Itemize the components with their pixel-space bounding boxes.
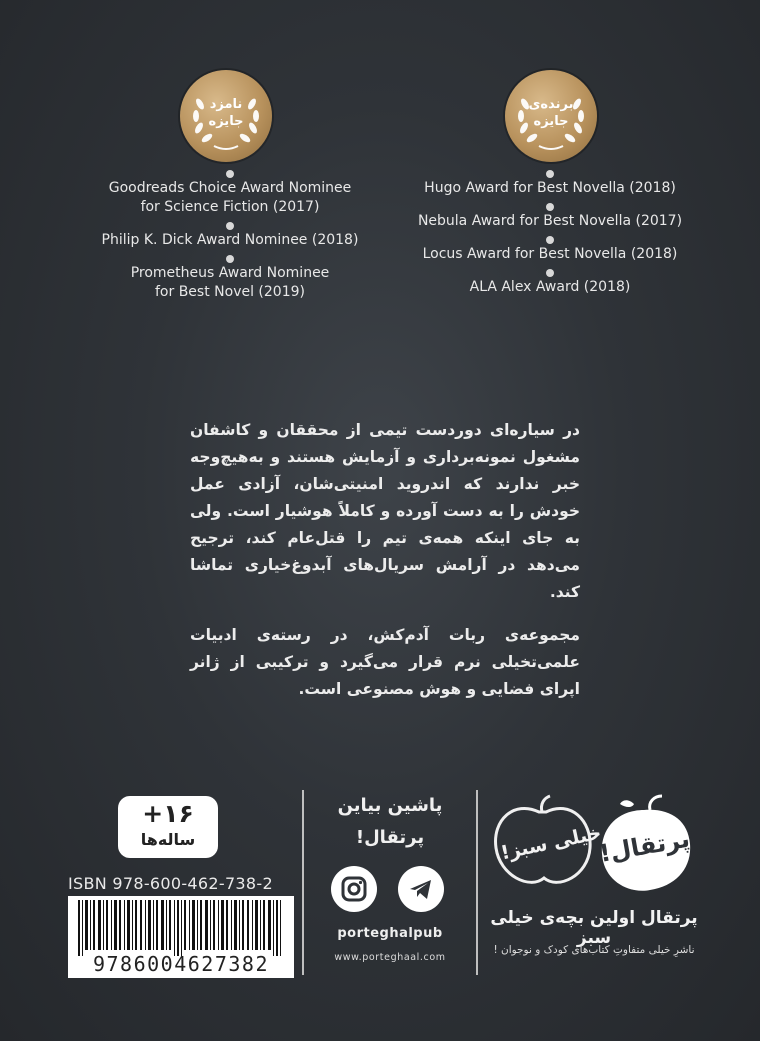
winner-badge-text: برنده‌ی جایزه bbox=[528, 97, 574, 129]
flower-bullet-icon bbox=[546, 269, 554, 277]
flower-bullet-icon bbox=[546, 203, 554, 211]
barcode-number: 9786004627382 bbox=[92, 952, 270, 976]
flower-bullet-icon bbox=[226, 170, 234, 178]
win-text: Locus Award for Best Novella (2018) bbox=[422, 246, 678, 262]
win-item bbox=[400, 269, 700, 297]
win-text: Nebula Award for Best Novella (2017) bbox=[417, 213, 683, 229]
nomination-item bbox=[80, 255, 380, 302]
wins-list bbox=[400, 170, 700, 302]
synopsis-paragraph: در سیاره‌ای دوردست تیمی از محققان و کاشفان مشغول نمونه‌برداری و آزمایش هستند و به‌هیچ‌وجه خبر ندارند که اندروید امنیتی‌شان، آزادی عمل خودش را به دست آورده و کاملاً هوشیار است. ولی به جای اینکه همه‌ی تیم را قتل‌عام کند، ترجیح می‌دهد در آرامش سریال‌های آبدوغ‌خیاری تماشا کند. bbox=[190, 421, 580, 601]
barcode bbox=[68, 896, 294, 978]
divider bbox=[302, 790, 304, 975]
social-heading: پاشین بیاین پرتقال! bbox=[337, 795, 443, 848]
social-handle[interactable]: porteghalpub bbox=[337, 926, 443, 941]
age-label: ساله‌ها bbox=[140, 830, 196, 849]
genre-paragraph: مجموعه‌ی ربات آدم‌کش، در رسته‌ی ادبیات علمی‌تخیلی نرم قرار می‌گیرد و ترکیبی از ژانر اپرای فضایی و هوش مصنوعی است. bbox=[190, 626, 580, 698]
nomination-item bbox=[80, 222, 380, 250]
instagram-icon[interactable] bbox=[331, 866, 377, 912]
flower-bullet-icon bbox=[226, 255, 234, 263]
age-rating-badge bbox=[118, 796, 218, 858]
logo-text: پرتقال! bbox=[597, 824, 692, 868]
win-text: ALA Alex Award (2018) bbox=[469, 279, 631, 295]
isbn-text: ISBN 978-600-462-738-2 bbox=[68, 874, 273, 893]
age-number: +۱۶ bbox=[142, 799, 194, 828]
winner-award-badge bbox=[505, 70, 597, 162]
win-item bbox=[400, 170, 700, 198]
nomination-text: Prometheus Award Nominee for Best Novel (2019) bbox=[130, 265, 330, 300]
brand-subtitle: ناشرِ خیلی متفاوتِ کتاب‌های کودک و نوجوان ! bbox=[493, 944, 695, 956]
nominee-badge-text: نامزد جایزه bbox=[208, 97, 244, 129]
flower-bullet-icon bbox=[226, 222, 234, 230]
divider bbox=[476, 790, 478, 975]
nomination-item bbox=[80, 170, 380, 217]
nominee-award-badge bbox=[180, 70, 272, 162]
win-item bbox=[400, 236, 700, 264]
telegram-icon[interactable] bbox=[398, 866, 444, 912]
win-item bbox=[400, 203, 700, 231]
nominations-list bbox=[80, 170, 380, 307]
win-text: Hugo Award for Best Novella (2018) bbox=[424, 180, 676, 196]
flower-bullet-icon bbox=[546, 170, 554, 178]
sublogo-text: خیلی سبز! bbox=[498, 821, 604, 865]
website-link[interactable]: www.porteghaal.com bbox=[334, 952, 446, 963]
nomination-text: Goodreads Choice Award Nominee for Science Fiction (2017) bbox=[108, 180, 352, 215]
barcode-bars bbox=[68, 900, 294, 958]
nomination-text: Philip K. Dick Award Nominee (2018) bbox=[101, 232, 359, 248]
brand-tagline: پرتقال اولین بچه‌ی خیلی سبز bbox=[490, 908, 698, 948]
flower-bullet-icon bbox=[546, 236, 554, 244]
